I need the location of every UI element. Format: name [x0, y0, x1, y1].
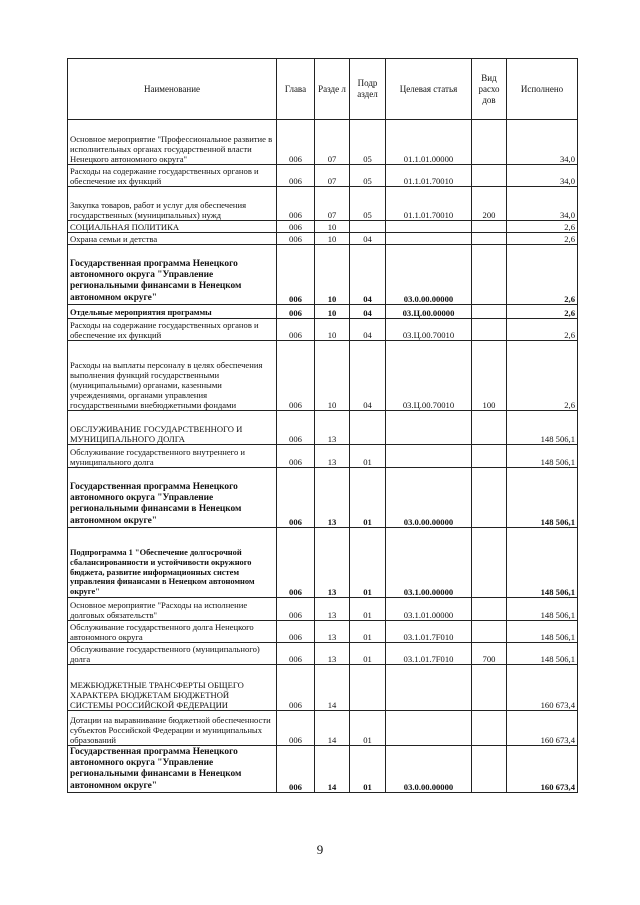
cell-celevaya — [386, 711, 472, 746]
cell-podrazdel: 01 — [350, 598, 386, 621]
cell-razdel: 14 — [315, 711, 350, 746]
cell-celevaya — [386, 221, 472, 233]
cell-vid — [472, 621, 507, 643]
cell-podrazdel: 01 — [350, 445, 386, 468]
cell-name: ОБСЛУЖИВАНИЕ ГОСУДАРСТВЕННОГО И МУНИЦИПАЛЬНОГО ДОЛГА — [68, 411, 277, 445]
cell-razdel: 14 — [315, 665, 350, 711]
cell-celevaya: 03.0.00.00000 — [386, 468, 472, 528]
cell-glava: 006 — [277, 245, 315, 305]
cell-vid — [472, 528, 507, 598]
cell-podrazdel — [350, 665, 386, 711]
cell-podrazdel — [350, 411, 386, 445]
cell-celevaya — [386, 411, 472, 445]
cell-glava: 006 — [277, 468, 315, 528]
cell-podrazdel: 04 — [350, 305, 386, 319]
table-row — [68, 746, 578, 793]
table-body — [68, 120, 578, 793]
table-row — [68, 165, 578, 187]
table-row — [68, 598, 578, 621]
cell-celevaya — [386, 233, 472, 245]
cell-amount: 148 506,1 — [507, 643, 578, 665]
cell-razdel: 13 — [315, 411, 350, 445]
table-row — [68, 665, 578, 711]
cell-amount: 2,6 — [507, 233, 578, 245]
cell-podrazdel: 01 — [350, 621, 386, 643]
table-row — [68, 621, 578, 643]
header-vid: Вид расхо дов — [472, 59, 507, 120]
cell-name: Закупка товаров, работ и услуг для обеспечения государственных (муниципальных) нужд — [68, 187, 277, 221]
cell-vid: 200 — [472, 187, 507, 221]
cell-vid — [472, 221, 507, 233]
cell-amount: 34,0 — [507, 165, 578, 187]
cell-name: Основное мероприятие "Расходы на исполнение долговых обязательств" — [68, 598, 277, 621]
cell-celevaya: 03.1.01.00000 — [386, 598, 472, 621]
cell-amount: 148 506,1 — [507, 528, 578, 598]
cell-podrazdel: 05 — [350, 120, 386, 165]
cell-razdel: 13 — [315, 621, 350, 643]
header-razdel: Разде л — [315, 59, 350, 120]
cell-amount: 160 673,4 — [507, 746, 578, 793]
cell-razdel: 10 — [315, 305, 350, 319]
cell-amount: 148 506,1 — [507, 621, 578, 643]
table-row — [68, 468, 578, 528]
cell-vid — [472, 665, 507, 711]
header-glava: Глава — [277, 59, 315, 120]
cell-razdel: 10 — [315, 245, 350, 305]
cell-name: Расходы на содержание государственных органов и обеспечение их функций — [68, 165, 277, 187]
table-row — [68, 305, 578, 319]
table-row — [68, 445, 578, 468]
cell-celevaya: 01.1.01.70010 — [386, 165, 472, 187]
cell-razdel: 14 — [315, 746, 350, 793]
cell-celevaya — [386, 445, 472, 468]
cell-name: Обслуживание государственного (муниципального) долга — [68, 643, 277, 665]
cell-amount: 148 506,1 — [507, 445, 578, 468]
cell-amount: 34,0 — [507, 187, 578, 221]
cell-vid — [472, 411, 507, 445]
cell-amount: 160 673,4 — [507, 711, 578, 746]
cell-celevaya: 03.0.00.00000 — [386, 746, 472, 793]
cell-celevaya: 03.Ц.00.00000 — [386, 305, 472, 319]
table-row — [68, 528, 578, 598]
cell-glava: 006 — [277, 711, 315, 746]
cell-vid — [472, 319, 507, 341]
cell-celevaya: 01.1.01.00000 — [386, 120, 472, 165]
cell-amount: 148 506,1 — [507, 598, 578, 621]
cell-name: Дотации на выравнивание бюджетной обеспеченности субъектов Российской Федерации и муниципальных образований — [68, 711, 277, 746]
cell-vid — [472, 233, 507, 245]
table-row — [68, 319, 578, 341]
table-row — [68, 120, 578, 165]
page-number: 9 — [316, 842, 324, 857]
cell-vid — [472, 165, 507, 187]
cell-razdel: 10 — [315, 319, 350, 341]
cell-amount: 148 506,1 — [507, 411, 578, 445]
cell-name: Охрана семьи и детства — [68, 233, 277, 245]
cell-vid — [472, 711, 507, 746]
table-row — [68, 411, 578, 445]
header-name: Наименование — [68, 59, 277, 120]
cell-podrazdel: 01 — [350, 468, 386, 528]
cell-amount: 2,6 — [507, 319, 578, 341]
table-row — [68, 341, 578, 411]
table-row — [68, 221, 578, 233]
cell-podrazdel: 01 — [350, 711, 386, 746]
cell-amount: 2,6 — [507, 245, 578, 305]
cell-celevaya: 03.0.00.00000 — [386, 245, 472, 305]
cell-celevaya: 03.1.01.7F010 — [386, 643, 472, 665]
cell-razdel: 13 — [315, 468, 350, 528]
cell-glava: 006 — [277, 621, 315, 643]
cell-name: Обслуживание государственного долга Ненецкого автономного округа — [68, 621, 277, 643]
cell-glava: 006 — [277, 643, 315, 665]
cell-vid — [472, 598, 507, 621]
cell-name: Государственная программа Ненецкого автономного округа "Управление региональными финансами в Ненецком автономном округе" — [68, 468, 277, 528]
cell-razdel: 07 — [315, 165, 350, 187]
cell-name: Отдельные мероприятия программы — [68, 305, 277, 319]
cell-glava: 006 — [277, 598, 315, 621]
cell-podrazdel: 01 — [350, 643, 386, 665]
cell-name: Основное мероприятие "Профессиональное развитие в исполнительных органах государственной власти Ненецкого автономного округа" — [68, 120, 277, 165]
cell-glava: 006 — [277, 319, 315, 341]
cell-razdel: 07 — [315, 187, 350, 221]
cell-amount: 2,6 — [507, 341, 578, 411]
cell-razdel: 13 — [315, 643, 350, 665]
cell-amount: 2,6 — [507, 305, 578, 319]
cell-podrazdel: 04 — [350, 319, 386, 341]
cell-glava: 006 — [277, 305, 315, 319]
cell-celevaya — [386, 665, 472, 711]
cell-name: Государственная программа Ненецкого автономного округа "Управление региональными финансами в Ненецком автономном округе" — [68, 245, 277, 305]
cell-glava: 006 — [277, 120, 315, 165]
cell-razdel: 13 — [315, 528, 350, 598]
cell-vid — [472, 445, 507, 468]
cell-razdel: 10 — [315, 341, 350, 411]
header-podrazdel: Подр аздел — [350, 59, 386, 120]
cell-name: СОЦИАЛЬНАЯ ПОЛИТИКА — [68, 221, 277, 233]
cell-vid — [472, 245, 507, 305]
cell-celevaya: 03.Ц.00.70010 — [386, 341, 472, 411]
cell-vid — [472, 305, 507, 319]
header-celevaya: Целевая статья — [386, 59, 472, 120]
cell-name: Расходы на содержание государственных органов и обеспечение их функций — [68, 319, 277, 341]
cell-razdel: 10 — [315, 233, 350, 245]
cell-podrazdel: 01 — [350, 746, 386, 793]
cell-podrazdel: 04 — [350, 233, 386, 245]
cell-celevaya: 03.Ц.00.70010 — [386, 319, 472, 341]
cell-razdel: 07 — [315, 120, 350, 165]
cell-podrazdel: 04 — [350, 245, 386, 305]
cell-glava: 006 — [277, 187, 315, 221]
table-row — [68, 711, 578, 746]
cell-glava: 006 — [277, 165, 315, 187]
table-row — [68, 643, 578, 665]
cell-glava: 006 — [277, 233, 315, 245]
table-row — [68, 187, 578, 221]
table-row — [68, 245, 578, 305]
cell-glava: 006 — [277, 221, 315, 233]
cell-celevaya: 01.1.01.70010 — [386, 187, 472, 221]
cell-glava: 006 — [277, 411, 315, 445]
cell-name: Обслуживание государственного внутреннего и муниципального долга — [68, 445, 277, 468]
cell-razdel: 10 — [315, 221, 350, 233]
table-row — [68, 233, 578, 245]
cell-vid — [472, 120, 507, 165]
cell-name: МЕЖБЮДЖЕТНЫЕ ТРАНСФЕРТЫ ОБЩЕГО ХАРАКТЕРА БЮДЖЕТАМ БЮДЖЕТНОЙ СИСТЕМЫ РОССИЙСКОЙ ФЕДЕРАЦИИ — [68, 665, 277, 711]
cell-glava: 006 — [277, 528, 315, 598]
cell-vid: 700 — [472, 643, 507, 665]
budget-table — [67, 58, 578, 793]
cell-celevaya: 03.1.00.00000 — [386, 528, 472, 598]
cell-podrazdel: 01 — [350, 528, 386, 598]
cell-podrazdel — [350, 221, 386, 233]
cell-razdel: 13 — [315, 598, 350, 621]
header-ispolneno: Исполнено — [507, 59, 578, 120]
cell-podrazdel: 04 — [350, 341, 386, 411]
cell-razdel: 13 — [315, 445, 350, 468]
cell-vid — [472, 746, 507, 793]
cell-amount: 2,6 — [507, 221, 578, 233]
cell-amount: 34,0 — [507, 120, 578, 165]
cell-celevaya: 03.1.01.7F010 — [386, 621, 472, 643]
cell-glava: 006 — [277, 665, 315, 711]
cell-name: Расходы на выплаты персоналу в целях обеспечения выполнения функций государственными (муниципальными) органами, казенными учреждениями, органами управления государственными внебюджетными фондами — [68, 341, 277, 411]
table-header-row — [68, 59, 578, 120]
cell-name: Государственная программа Ненецкого автономного округа "Управление региональными финансами в Ненецком автономном округе" — [68, 746, 277, 793]
cell-glava: 006 — [277, 341, 315, 411]
cell-glava: 006 — [277, 445, 315, 468]
cell-vid — [472, 468, 507, 528]
cell-amount: 148 506,1 — [507, 468, 578, 528]
cell-amount: 160 673,4 — [507, 665, 578, 711]
cell-name: Подпрограмма 1 "Обеспечение долгосрочной сбалансированности и устойчивости окружного бюджета, развитие информационных систем управления финансами в Ненецком автономном округе" — [68, 528, 277, 598]
cell-podrazdel: 05 — [350, 187, 386, 221]
cell-vid: 100 — [472, 341, 507, 411]
cell-glava: 006 — [277, 746, 315, 793]
cell-podrazdel: 05 — [350, 165, 386, 187]
